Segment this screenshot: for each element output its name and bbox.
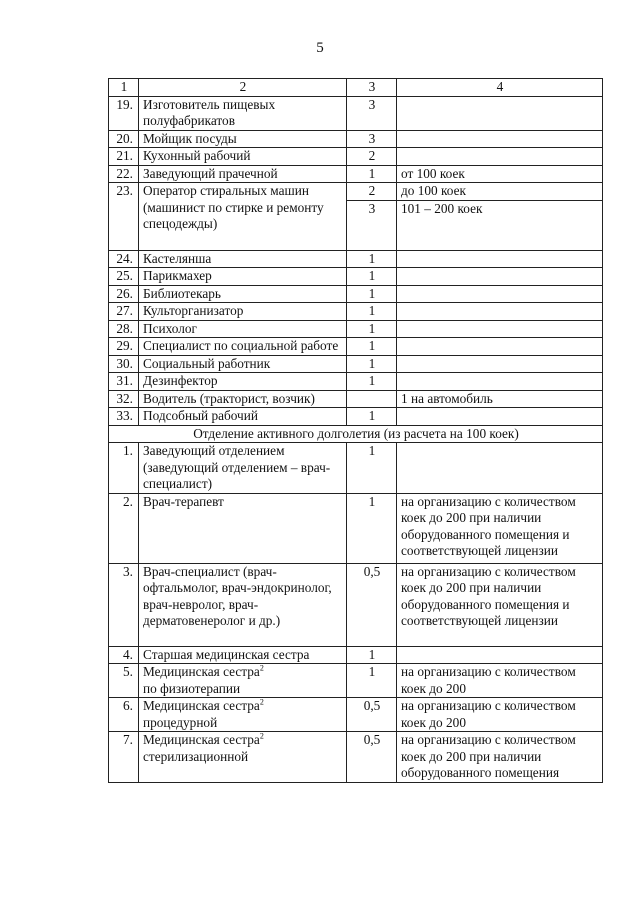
table-row [109, 338, 603, 356]
row-number: 6. [109, 698, 139, 732]
table-row [109, 664, 603, 698]
table-row [109, 320, 603, 338]
note [397, 355, 603, 373]
quantity: 0,5 [347, 563, 397, 646]
position-name-detail: процедурной [143, 714, 218, 730]
note: на организацию с количеством коек до 200 при наличии оборудованного помещения [397, 732, 603, 783]
position-name: Социальный работник [139, 355, 347, 373]
table-row [109, 408, 603, 426]
note [397, 285, 603, 303]
row-number: 30. [109, 355, 139, 373]
position-name [139, 732, 347, 783]
footnote-marker: 2 [259, 663, 264, 673]
position-name: Кастелянша [139, 250, 347, 268]
staffing-table [108, 78, 603, 783]
table-row [109, 355, 603, 373]
quantity: 3 [347, 200, 397, 250]
row-number: 19. [109, 96, 139, 130]
note: 1 на автомобиль [397, 390, 603, 408]
position-name [139, 664, 347, 698]
row-number: 23. [109, 183, 139, 251]
position-name: Кухонный рабочий [139, 148, 347, 166]
note [397, 338, 603, 356]
note [397, 646, 603, 664]
table-row [109, 285, 603, 303]
quantity: 1 [347, 373, 397, 391]
row-number: 7. [109, 732, 139, 783]
table-row [109, 268, 603, 286]
row-number: 32. [109, 390, 139, 408]
quantity: 3 [347, 96, 397, 130]
position-name: Мойщик посуды [139, 130, 347, 148]
note [397, 130, 603, 148]
quantity: 1 [347, 493, 397, 563]
column-header: 2 [139, 79, 347, 97]
table-row [109, 373, 603, 391]
note [397, 443, 603, 494]
quantity: 1 [347, 443, 397, 494]
note: на организацию с количеством коек до 200 [397, 698, 603, 732]
quantity: 1 [347, 646, 397, 664]
note [397, 408, 603, 426]
quantity: 1 [347, 165, 397, 183]
quantity: 1 [347, 664, 397, 698]
position-name: Культорганизатор [139, 303, 347, 321]
position-name: Дезинфектор [139, 373, 347, 391]
note [397, 320, 603, 338]
position-name-main: Медицинская сестра [143, 732, 260, 747]
position-name: Заведующий отделением (заведующий отделением – врач-специалист) [139, 443, 347, 494]
position-name-detail: по физиотерапии [143, 680, 241, 696]
position-name-detail: стерилизационной [143, 748, 249, 764]
quantity: 1 [347, 338, 397, 356]
position-name-main: Медицинская сестра [143, 664, 260, 679]
quantity: 1 [347, 355, 397, 373]
quantity: 1 [347, 268, 397, 286]
quantity: 1 [347, 250, 397, 268]
table-header-row [109, 79, 603, 97]
section-body [109, 425, 603, 443]
position-name: Оператор стиральных машин (машинист по стирке и ремонту спецодежды) [139, 183, 347, 251]
table-row [109, 303, 603, 321]
table-row [109, 148, 603, 166]
quantity: 2 [347, 183, 397, 201]
note: 101 – 200 коек [397, 200, 603, 250]
section-title: Отделение активного долголетия (из расчета на 100 коек) [109, 425, 603, 443]
row-number: 25. [109, 268, 139, 286]
table-row [109, 646, 603, 664]
table-body-a [109, 96, 603, 183]
row-number: 27. [109, 303, 139, 321]
quantity: 1 [347, 285, 397, 303]
position-name: Подсобный рабочий [139, 408, 347, 426]
row-number: 26. [109, 285, 139, 303]
table-row [109, 443, 603, 494]
table-row [109, 698, 603, 732]
note: до 100 коек [397, 183, 603, 201]
position-name: Врач-терапевт [139, 493, 347, 563]
note [397, 303, 603, 321]
table-body-row23 [109, 183, 603, 251]
table-body-b [109, 250, 603, 425]
row-number: 3. [109, 563, 139, 646]
table-row [109, 165, 603, 183]
quantity: 1 [347, 408, 397, 426]
note [397, 268, 603, 286]
table-row [109, 563, 603, 646]
row-number: 5. [109, 664, 139, 698]
row-number: 22. [109, 165, 139, 183]
note: на организацию с количеством коек до 200 при наличии оборудованного помещения и соответствующей лицензии [397, 493, 603, 563]
note [397, 250, 603, 268]
quantity: 0,5 [347, 732, 397, 783]
table-row [109, 96, 603, 130]
footnote-marker: 2 [259, 731, 264, 741]
table-row [109, 130, 603, 148]
table-row [109, 250, 603, 268]
row-number: 1. [109, 443, 139, 494]
table-row [109, 183, 603, 201]
quantity: 1 [347, 320, 397, 338]
position-name: Психолог [139, 320, 347, 338]
row-number: 20. [109, 130, 139, 148]
note [397, 148, 603, 166]
table-row [109, 493, 603, 563]
row-number: 31. [109, 373, 139, 391]
table-row [109, 390, 603, 408]
column-header: 3 [347, 79, 397, 97]
position-name: Водитель (тракторист, возчик) [139, 390, 347, 408]
quantity [347, 390, 397, 408]
table-row [109, 732, 603, 783]
position-name: Старшая медицинская сестра [139, 646, 347, 664]
note [397, 373, 603, 391]
position-name-main: Медицинская сестра [143, 698, 260, 713]
note: на организацию с количеством коек до 200 при наличии оборудованного помещения и соответствующей лицензии [397, 563, 603, 646]
note: от 100 коек [397, 165, 603, 183]
note [397, 96, 603, 130]
position-name: Парикмахер [139, 268, 347, 286]
page-number: 5 [316, 40, 324, 56]
position-name: Заведующий прачечной [139, 165, 347, 183]
row-number: 2. [109, 493, 139, 563]
column-header: 1 [109, 79, 139, 97]
column-header: 4 [397, 79, 603, 97]
row-number: 28. [109, 320, 139, 338]
quantity: 1 [347, 303, 397, 321]
row-number: 4. [109, 646, 139, 664]
quantity: 0,5 [347, 698, 397, 732]
position-name: Изготовитель пищевых полуфабрикатов [139, 96, 347, 130]
row-number: 33. [109, 408, 139, 426]
position-name: Специалист по социальной работе [139, 338, 347, 356]
position-name [139, 698, 347, 732]
note: на организацию с количеством коек до 200 [397, 664, 603, 698]
table-body-c [109, 443, 603, 783]
row-number: 24. [109, 250, 139, 268]
row-number: 21. [109, 148, 139, 166]
section-row [109, 425, 603, 443]
position-name: Библиотекарь [139, 285, 347, 303]
row-number: 29. [109, 338, 139, 356]
quantity: 3 [347, 130, 397, 148]
position-name: Врач-специалист (врач-офтальмолог, врач-эндокринолог, врач-невролог, врач-дерматовенеролог и др.) [139, 563, 347, 646]
quantity: 2 [347, 148, 397, 166]
footnote-marker: 2 [259, 697, 264, 707]
